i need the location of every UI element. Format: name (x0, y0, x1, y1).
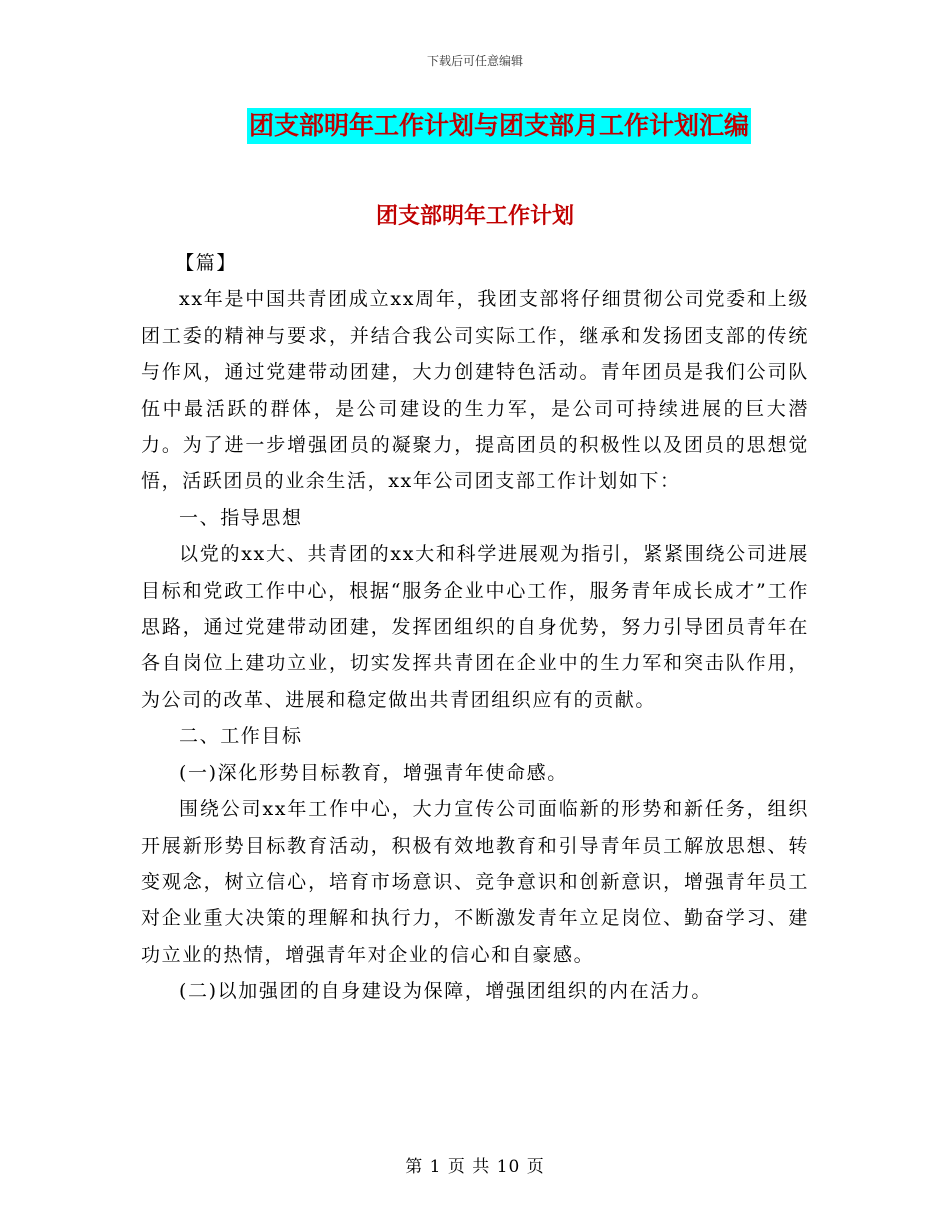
subheading-goal-2: (二)以加强团的自身建设为保障，增强团组织的内在活力。 (179, 980, 713, 1003)
page-header-note: 下载后可任意编辑 (426, 54, 523, 68)
main-title: 团支部明年工作计划与团支部月工作计划汇编 (247, 108, 751, 144)
document-body (141, 245, 809, 1010)
page-number: 第 1 页 共 10 页 (405, 1157, 545, 1177)
paragraph-intro: xx年是中国共青团成立xx周年，我团支部将仔细贯彻公司党委和上级团工委的精神与要求，并结合我公司实际工作，继承和发扬团支部的传统与作风，通过党建带动团建，大力创建特色活动。青年团员是我们公司队伍中最活跃的群体，是公司建设的生力军，是公司可持续进展的巨大潜力。为了进一步增强团员的凝聚力，提高团员的积极性以及团员的思想觉悟，活跃团员的业余生活，xx年公司团支部工作计划如下： (141, 288, 809, 493)
section-title: 团支部明年工作计划 (375, 204, 574, 229)
paragraph-guiding-ideology: 以党的xx大、共青团的xx大和科学进展观为指引，紧紧围绕公司进展目标和党政工作中心，根据“服务企业中心工作，服务青年成长成才”工作思路，通过党建带动团建，发挥团组织的自身优势，努力引导团员青年在各自岗位上建功立业，切实发挥共青团在企业中的生力军和突击队作用，为公司的改革、进展和稳定做出共青团组织应有的贡献。 (141, 543, 809, 711)
heading-guiding-ideology: 一、指导思想 (179, 506, 303, 529)
section-tag: 【篇】 (175, 252, 237, 274)
paragraph-goal-1: 围绕公司xx年工作中心，大力宣传公司面临新的形势和新任务，组织开展新形势目标教育活动，积极有效地教育和引导青年员工解放思想、转变观念，树立信心，培育市场意识、竞争意识和创新意识，增强青年员工对企业重大决策的理解和执行力，不断激发青年立足岗位、勤奋学习、建功立业的热情，增强青年对企业的信心和自豪感。 (141, 798, 809, 966)
heading-work-goals: 二、工作目标 (179, 725, 303, 748)
subheading-goal-1: (一)深化形势目标教育，增强青年使命感。 (179, 761, 568, 784)
main-title-container (0, 108, 950, 144)
